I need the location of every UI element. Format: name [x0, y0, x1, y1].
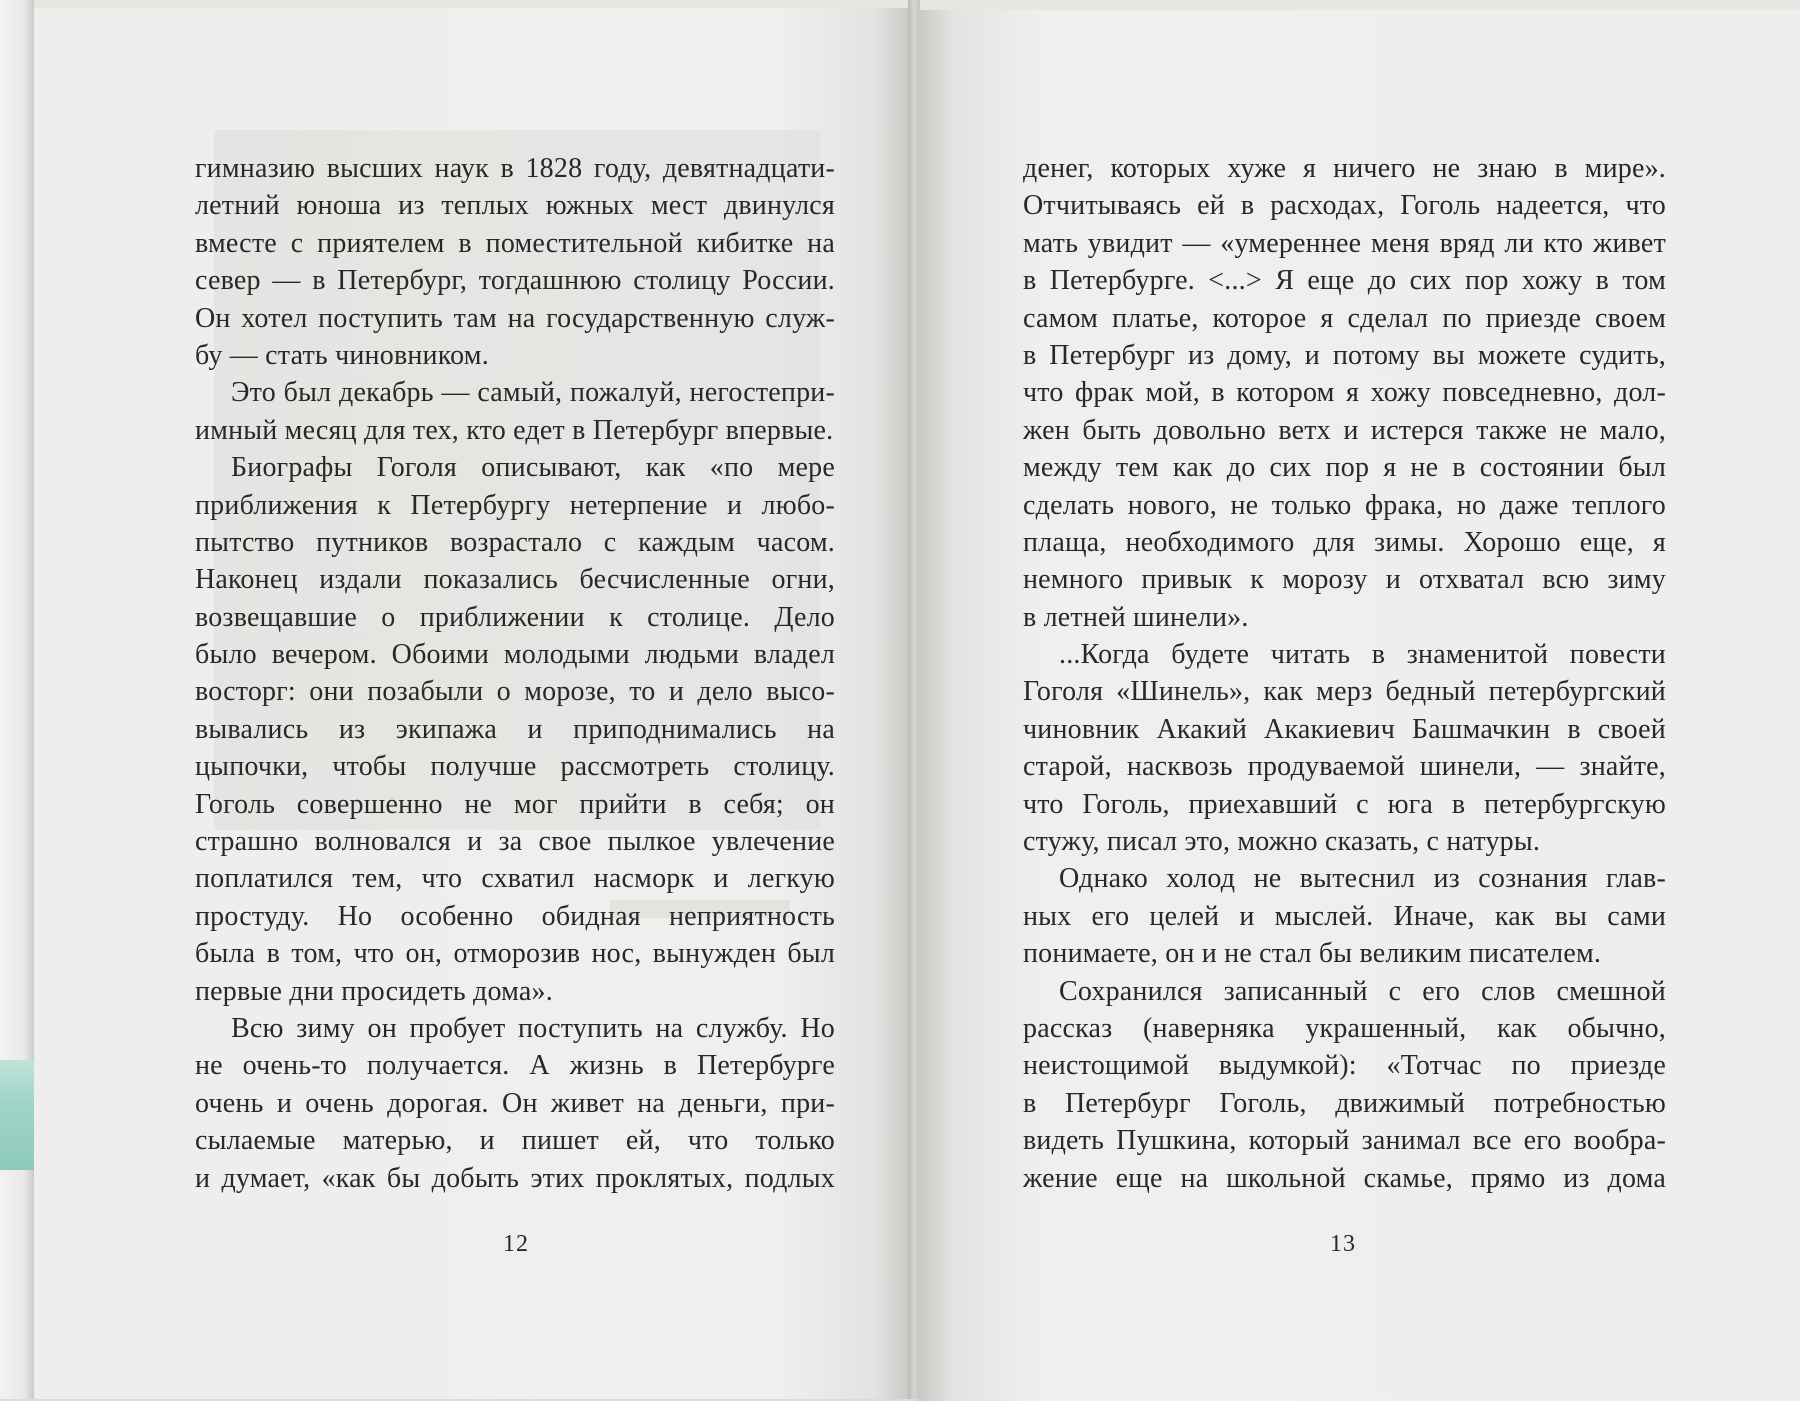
- text-line: мать увидит — «умереннее меня вряд ли кто живет: [1023, 227, 1666, 259]
- text-line: простуду. Но особенно обидная неприятность: [195, 900, 835, 932]
- text-line: очень и очень дорогая. Он живет на деньги, при-: [195, 1087, 835, 1119]
- text-line: сылаемые матерью, и пишет ей, что только: [195, 1125, 835, 1157]
- text-line: сделать нового, не только фрака, но даже теплого: [1023, 489, 1666, 521]
- text-line: между тем как до сих пор я не в состоянии был: [1023, 452, 1666, 484]
- text-line: понимаете, он и не стал бы великим писателем.: [1023, 938, 1602, 970]
- text-line: старой, насквозь продуваемой шинели, — знайте,: [1023, 751, 1666, 783]
- text-line: плаща, необходимого для зимы. Хорошо еще, я: [1023, 526, 1666, 558]
- text-line: бу — стать чиновником.: [195, 339, 489, 371]
- text-line: Он хотел поступить там на государственную служ-: [195, 302, 835, 334]
- text-line: летний юноша из теплых южных мест двинулся: [195, 190, 835, 222]
- text-line: Однако холод не вытеснил из сознания глав-: [1059, 863, 1666, 895]
- text-line: возвещавшие о приближении к столице. Дело: [195, 601, 835, 633]
- text-line: жен быть довольно ветх и истерся также не мало,: [1023, 414, 1666, 446]
- cover-illustration-edge: [0, 1060, 34, 1170]
- text-line: первые дни просидеть дома».: [195, 975, 553, 1007]
- text-line: в Петербург из дому, и потому вы можете судить,: [1023, 339, 1666, 371]
- text-line: Отчитываясь ей в расходах, Гоголь надеется, что: [1023, 190, 1666, 222]
- text-line: в Петербурге. <...> Я еще до сих пор хожу в том: [1023, 265, 1666, 297]
- text-line: поплатился тем, что схватил насморк и легкую: [195, 863, 835, 895]
- text-line: страшно волновался и за свое пылкое увлечение: [195, 826, 835, 858]
- text-line: Гоголь совершенно не мог прийти в себя; он: [195, 788, 835, 820]
- text-line: было вечером. Обоими молодыми людьми владел: [195, 639, 835, 671]
- text-line: ных его целей и мыслей. Иначе, как вы сами: [1023, 900, 1666, 932]
- text-line: стужу, писал это, можно сказать, с натуры.: [1023, 826, 1541, 858]
- text-line: имный месяц для тех, кто едет в Петербург впервые.: [195, 414, 834, 446]
- text-line: Это был декабрь — самый, пожалуй, негостепри-: [231, 377, 835, 409]
- text-line: была в том, что он, отморозив нос, вынужден был: [195, 938, 835, 970]
- left-page-text: [195, 150, 835, 1197]
- text-line: Биографы Гоголя описывают, как «по мере: [231, 452, 835, 484]
- text-line: вывались из экипажа и приподнимались на: [195, 713, 835, 745]
- book-cover-edge: [0, 0, 34, 1399]
- text-line: видеть Пушкина, который занимал все его вообра-: [1023, 1125, 1666, 1157]
- text-line: что фрак мой, в котором я хожу повседневно, дол-: [1023, 377, 1666, 409]
- text-line: север — в Петербург, тогдашнюю столицу России.: [195, 265, 835, 297]
- text-line: рассказ (наверняка украшенный, как обычно,: [1023, 1012, 1666, 1044]
- text-line: не очень-то получается. А жизнь в Петербурге: [195, 1050, 835, 1082]
- text-line: и думает, «как бы добыть этих проклятых, подлых: [195, 1162, 835, 1194]
- text-line: в летней шинели».: [1023, 601, 1249, 633]
- text-line: ...Когда будете читать в знаменитой повести: [1059, 639, 1666, 671]
- text-line: жение еще на школьной скамье, прямо из дома: [1023, 1162, 1666, 1194]
- text-line: что Гоголь, приехавший с юга в петербургскую: [1023, 788, 1666, 820]
- text-line: цыпочки, чтобы получше рассмотреть столицу.: [195, 751, 835, 783]
- text-line: Сохранился записанный с его слов смешной: [1059, 975, 1666, 1007]
- text-line: гимназию высших наук в 1828 году, девятнадцати-: [195, 153, 835, 184]
- text-line: самом платье, которое я сделал по приезде своем: [1023, 302, 1666, 334]
- text-line: денег, которых хуже я ничего не знаю в мире».: [1023, 153, 1666, 184]
- right-page-number: 13: [1330, 1231, 1356, 1257]
- text-line: восторг: они позабыли о морозе, то и дело высо-: [195, 676, 835, 708]
- left-page-number: 12: [503, 1231, 529, 1257]
- right-page-text: [1023, 150, 1666, 1197]
- text-line: немного привык к морозу и отхватал всю зиму: [1023, 564, 1666, 596]
- text-line: Гоголя «Шинель», как мерз бедный петербургский: [1023, 676, 1666, 708]
- text-line: чиновник Акакий Акакиевич Башмачкин в своей: [1023, 713, 1666, 745]
- text-line: в Петербург Гоголь, движимый потребностью: [1023, 1087, 1666, 1119]
- text-line: Всю зиму он пробует поступить на службу. Но: [231, 1012, 835, 1044]
- text-line: Наконец издали показались бесчисленные огни,: [195, 564, 835, 596]
- text-line: пытство путников возрастало с каждым часом.: [195, 526, 835, 558]
- text-line: приближения к Петербургу нетерпение и любо-: [195, 489, 835, 521]
- text-line: вместе с приятелем в поместительной кибитке на: [195, 227, 835, 259]
- text-line: неистощимой выдумкой): «Тотчас по приезде: [1023, 1050, 1666, 1082]
